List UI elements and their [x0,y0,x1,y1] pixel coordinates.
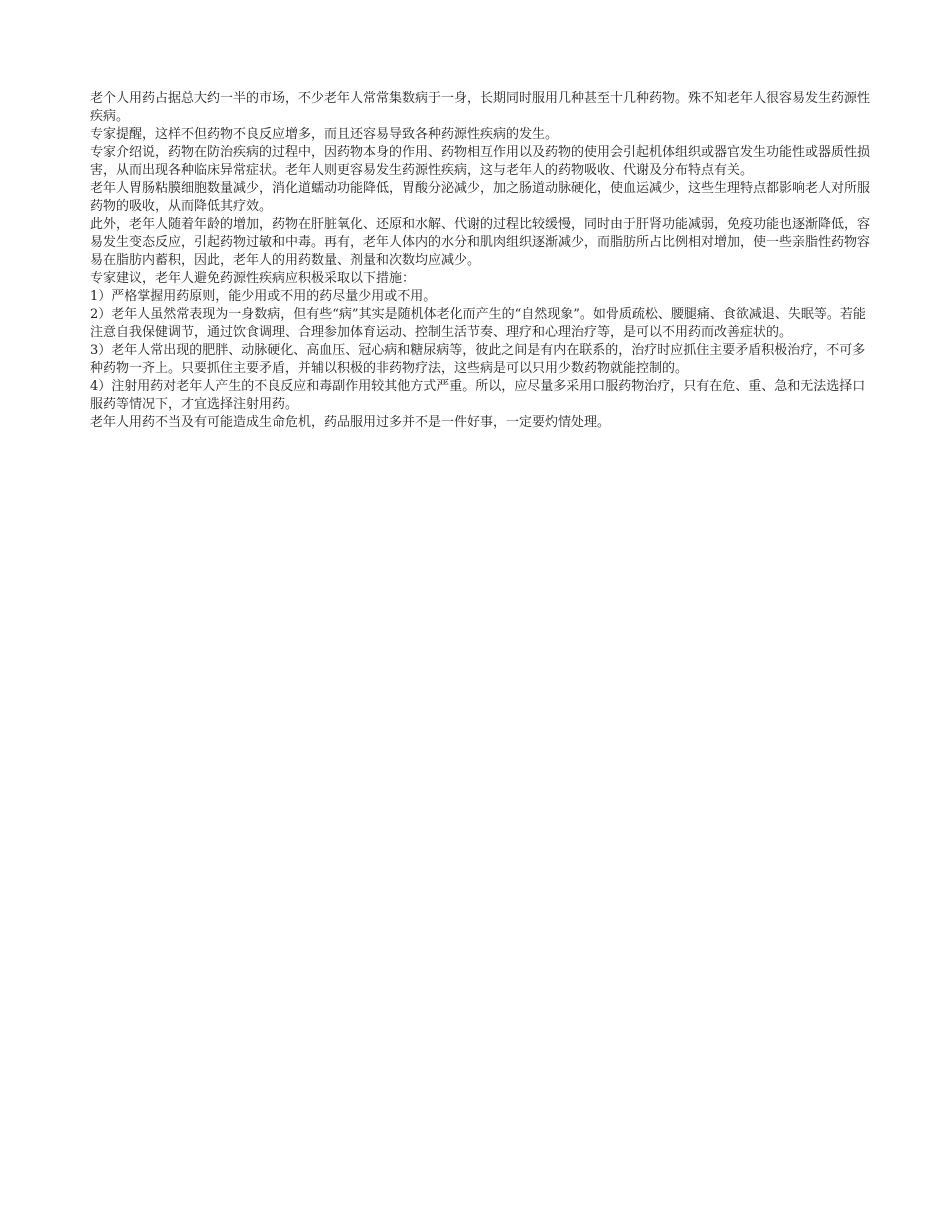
paragraph-advice-intro: 专家建议，老年人避免药源性疾病应积极采取以下措施： [90,271,416,286]
list-item-1: 1）严格掌握用药原则，能少用或不用的药尽量少用或不用。 [90,289,437,304]
list-item-2: 2）老年人虽然常表现为一身数病，但有些“病”其实是随机体老化而产生的“自然现象”。如骨质疏松、腰腿痛、食欲减退、失眠等。若能注意自我保健调节，通过饮食调理、合理参加体育运动、控制生活节奏、理疗和心理治疗等，是可以不用药而改善症状的。 [90,307,866,340]
article-body [90,90,870,432]
list-item-4: 4）注射用药对老年人产生的不良反应和毒副作用较其他方式严重。所以，应尽量多采用口服药物治疗，只有在危、重、急和无法选择口服药等情况下，才宜选择注射用药。 [90,379,866,412]
paragraph-expert-warning: 专家提醒，这样不但药物不良反应增多，而且还容易导致各种药源性疾病的发生。 [90,127,559,142]
paragraph-expert-explanation: 专家介绍说，药物在防治疾病的过程中，因药物本身的作用、药物相互作用以及药物的使用会引起机体组织或器官发生功能性或器质性损害，从而出现各种临床异常症状。老年人则更容易发生药源性疾病，这与老年人的药物吸收、代谢及分布特点有关。 [90,145,871,178]
list-item-3: 3）老年人常出现的肥胖、动脉硬化、高血压、冠心病和糖尿病等，彼此之间是有内在联系的，治疗时应抓住主要矛盾积极治疗，不可多种药物一齐上。只要抓住主要矛盾，并辅以积极的非药物疗法，这些病是可以只用少数药物就能控制的。 [90,343,866,376]
paragraph-intro: 老个人用药占据总大约一半的市场，不少老年人常常集数病于一身，长期同时服用几种甚至十几种药物。殊不知老年人很容易发生药源性疾病。 [90,91,871,124]
paragraph-metabolic-factors: 此外，老年人随着年龄的增加，药物在肝脏氧化、还原和水解、代谢的过程比较缓慢，同时由于肝肾功能减弱，免疫功能也逐渐降低，容易发生变态反应，引起药物过敏和中毒。再有，老年人体内的水分和肌肉组织逐渐减少，而脂肪所占比例相对增加，使一些亲脂性药物容易在脂肪内蓄积，因此，老年人的用药数量、剂量和次数均应减少。 [90,217,871,268]
paragraph-conclusion: 老年人用药不当及有可能造成生命危机，药品服用过多并不是一件好事，一定要灼情处理。 [90,415,611,430]
paragraph-digestive-factors: 老年人胃肠粘膜细胞数量减少，消化道蠕动功能降低，胃酸分泌减少，加之肠道动脉硬化，使血运减少，这些生理特点都影响老人对所服药物的吸收，从而降低其疗效。 [90,181,871,214]
